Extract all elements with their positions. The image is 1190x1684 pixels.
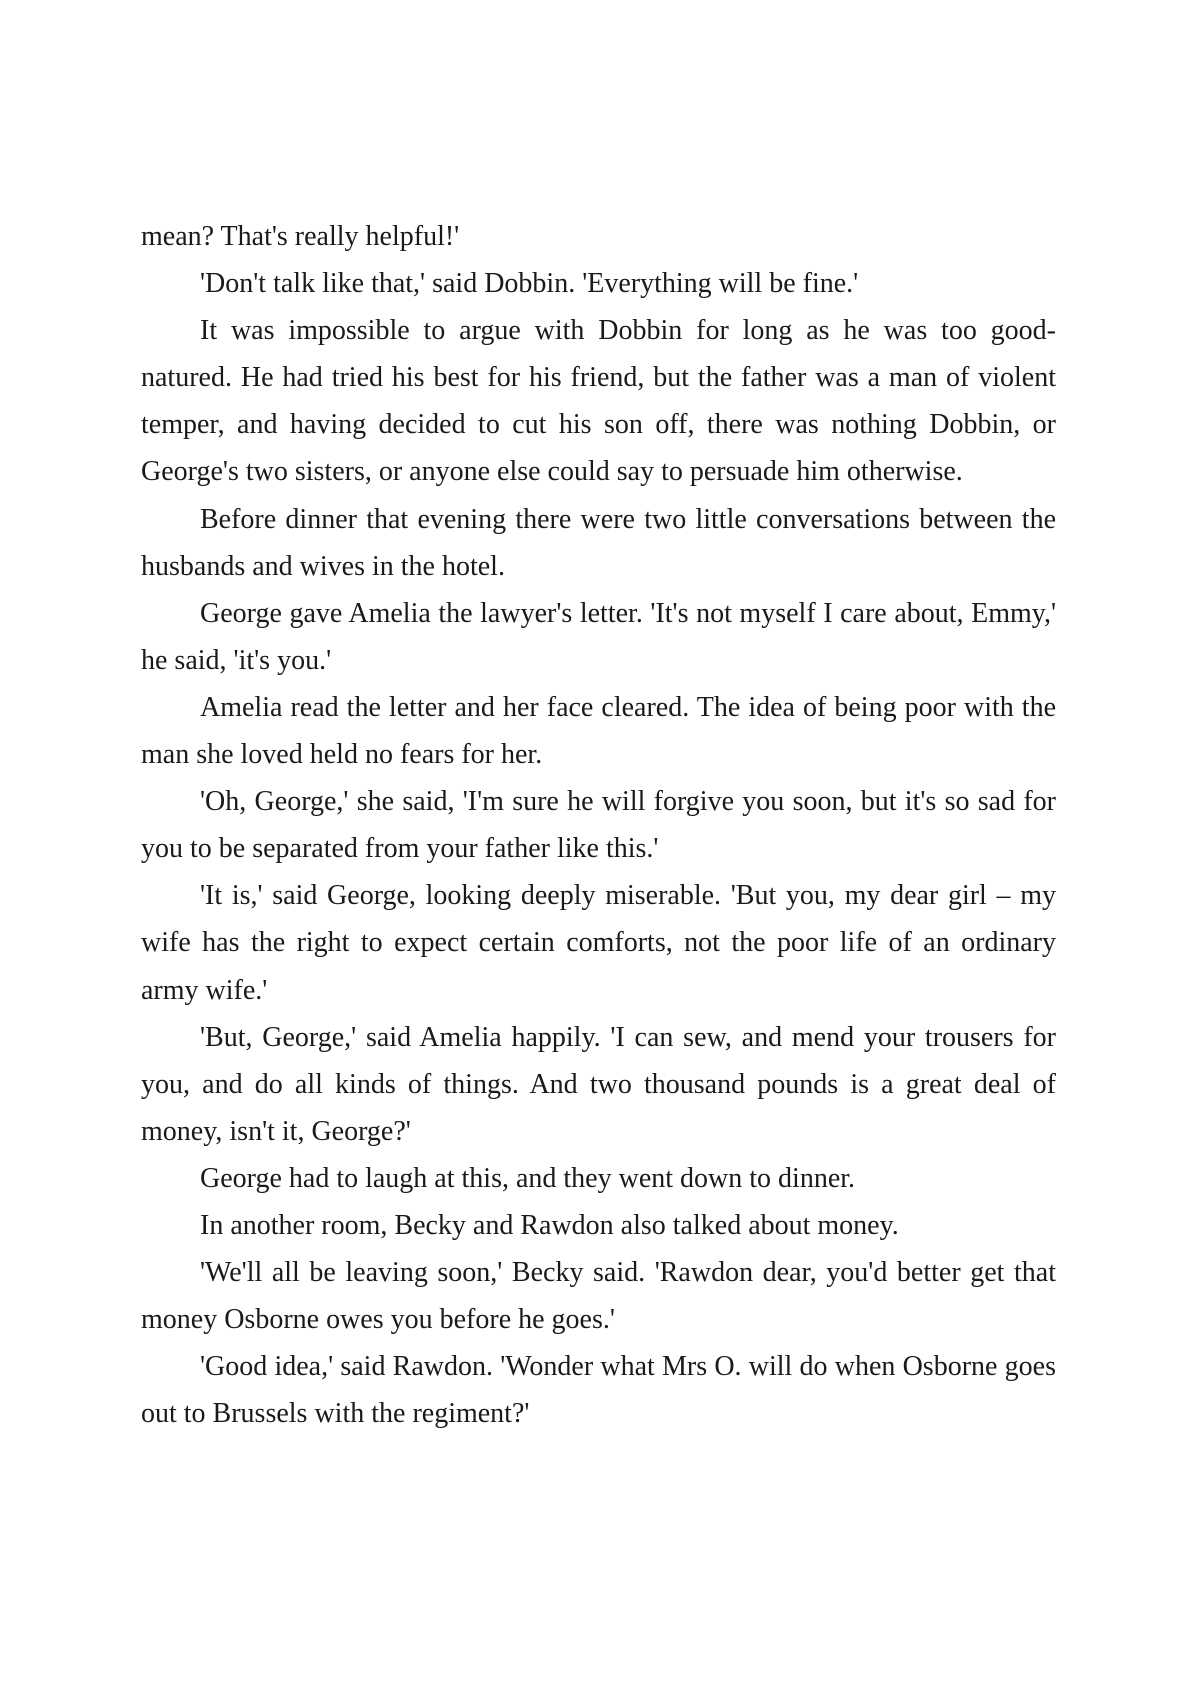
paragraph: George gave Amelia the lawyer's letter. 'It's not myself I care about, Emmy,' he said, 'it's you.' [141,597,1056,676]
paragraph: Amelia read the letter and her face cleared. The idea of being poor with the man she loved held no fears for her. [141,691,1056,771]
paragraph: 'But, George,' said Amelia happily. 'I can sew, and mend your trousers for you, and do all kinds of things. And two thousand pounds is a great deal of money, isn't it, George?' [141,1021,1056,1147]
paragraph: 'Don't talk like that,' said Dobbin. 'Everything will be fine.' [200,268,859,300]
paragraph: 'It is,' said George, looking deeply miserable. 'But you, my dear girl – my wife has the right to expect certain comforts, not the poor life of an ordinary army wife.' [141,880,1056,1006]
paragraph: George had to laugh at this, and they went down to dinner. [200,1162,856,1194]
body-text [141,213,1056,1437]
paragraph: 'We'll all be leaving soon,' Becky said. 'Rawdon dear, you'd better get that money Osborne owes you before he goes.' [141,1257,1056,1336]
paragraph: Before dinner that evening there were two little conversations between the husbands and wives in the hotel. [141,503,1056,582]
paragraph: In another room, Becky and Rawdon also talked about money. [200,1209,899,1241]
paragraph: It was impossible to argue with Dobbin for long as he was too good-natured. He had tried his best for his friend, but the father was a man of violent temper, and having decided to cut his son off, there was nothing Dobbin, or George's two sisters, or anyone else could say to persuade him otherwise. [141,315,1056,488]
paragraph: mean? That's really helpful!' [141,221,460,252]
paragraph: 'Good idea,' said Rawdon. 'Wonder what Mrs O. will do when Osborne goes out to Brussels with the regiment?' [141,1351,1056,1430]
paragraph: 'Oh, George,' she said, 'I'm sure he will forgive you soon, but it's so sad for you to be separated from your father like this.' [141,786,1056,865]
